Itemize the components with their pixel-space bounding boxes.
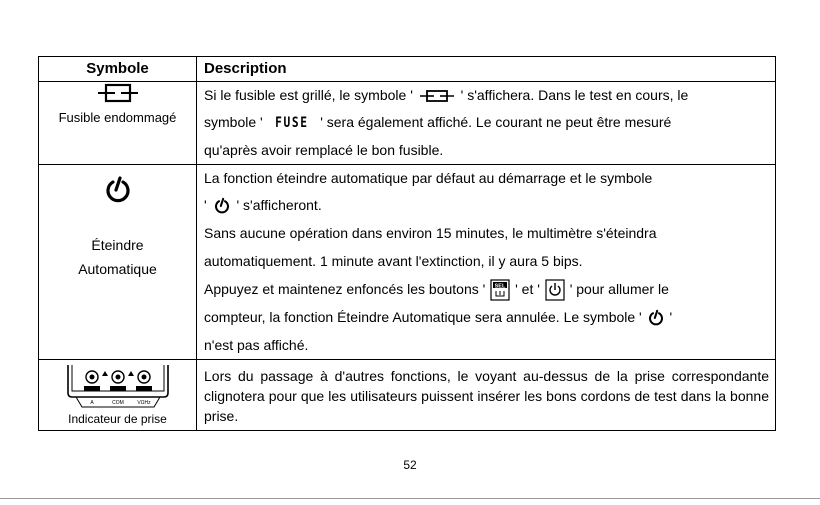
table-row [39, 165, 776, 360]
symbol-cell [39, 165, 197, 360]
text-span: n'est pas affiché. [204, 337, 309, 353]
text-span: Sans aucune opération dans environ 15 minutes, le multimètre s'éteindra [204, 225, 657, 241]
text-span: ' s'afficheront. [236, 197, 322, 213]
text-span: ' [204, 197, 207, 213]
symbol-label: Fusible endommagé [58, 110, 177, 125]
symbol-label: Éteindre [91, 237, 144, 253]
header-description: Description [197, 57, 776, 82]
jack-label: COM [111, 400, 124, 406]
symbol-label: Automatique [78, 261, 157, 277]
description-line [204, 82, 769, 108]
auto-power-off-icon [103, 175, 133, 205]
description-line [204, 136, 769, 164]
text-span: automatiquement. 1 minute avant l'extinction, il y aura 5 bips. [204, 253, 583, 269]
text-span: compteur, la fonction Éteindre Automatique sera annulée. Le symbole ' [204, 309, 642, 325]
description-line [204, 165, 769, 191]
description-line [204, 275, 769, 303]
description-line [204, 303, 769, 331]
description-cell [197, 360, 776, 431]
text-span: ' pour allumer le [569, 281, 669, 297]
table-header-row [39, 57, 776, 82]
jack-label: A [89, 400, 94, 406]
table-row [39, 360, 776, 431]
text-span: symbole ' [204, 114, 263, 130]
description-cell [197, 165, 776, 360]
fuse-lcd-label: FUSE [274, 115, 309, 131]
power-button-icon [545, 279, 565, 301]
text-span: ' et ' [515, 281, 540, 297]
bottom-rule [0, 498, 820, 499]
description-paragraph: Lors du passage à d'autres fonctions, le voyant au-dessus de la prise correspondante clignotera pour que les utilisateurs puissent insérer les bons cordons de test dans la bonne prise. [204, 368, 769, 424]
text-span: ' s'affichera. Dans le test en cours, le [460, 87, 689, 103]
text-span: Appuyez et maintenez enfoncés les boutons ' [204, 281, 486, 297]
text-span: La fonction éteindre automatique par défaut au démarrage et le symbole [204, 170, 653, 186]
description-line [204, 191, 769, 219]
description-cell [197, 82, 776, 165]
description-line [204, 247, 769, 275]
symbol-cell [39, 82, 197, 165]
header-symbol: Symbole [39, 57, 197, 82]
sel-label: SEL [494, 283, 506, 290]
auto-power-off-icon [647, 309, 665, 327]
description-line [204, 219, 769, 247]
description-line [204, 331, 769, 359]
blown-fuse-icon [419, 89, 455, 103]
symbol-cell [39, 360, 197, 431]
symbol-table [38, 56, 776, 431]
text-span: ' sera également affiché. Le courant ne peut être mesuré [320, 114, 672, 130]
description-line [204, 108, 769, 136]
sel-button-icon [490, 279, 510, 301]
page-number: 52 [403, 458, 417, 472]
jack-indicator-icon [62, 363, 174, 411]
table-row [39, 82, 776, 165]
blown-fuse-icon [96, 82, 140, 104]
text-span: qu'après avoir remplacé le bon fusible. [204, 142, 444, 158]
text-span: ' [669, 309, 673, 325]
text-span: Si le fusible est grillé, le symbole ' [204, 87, 413, 103]
auto-power-off-icon [213, 197, 231, 215]
symbol-label: Indicateur de prise [68, 412, 167, 426]
jack-label: VΩHz [136, 400, 151, 406]
